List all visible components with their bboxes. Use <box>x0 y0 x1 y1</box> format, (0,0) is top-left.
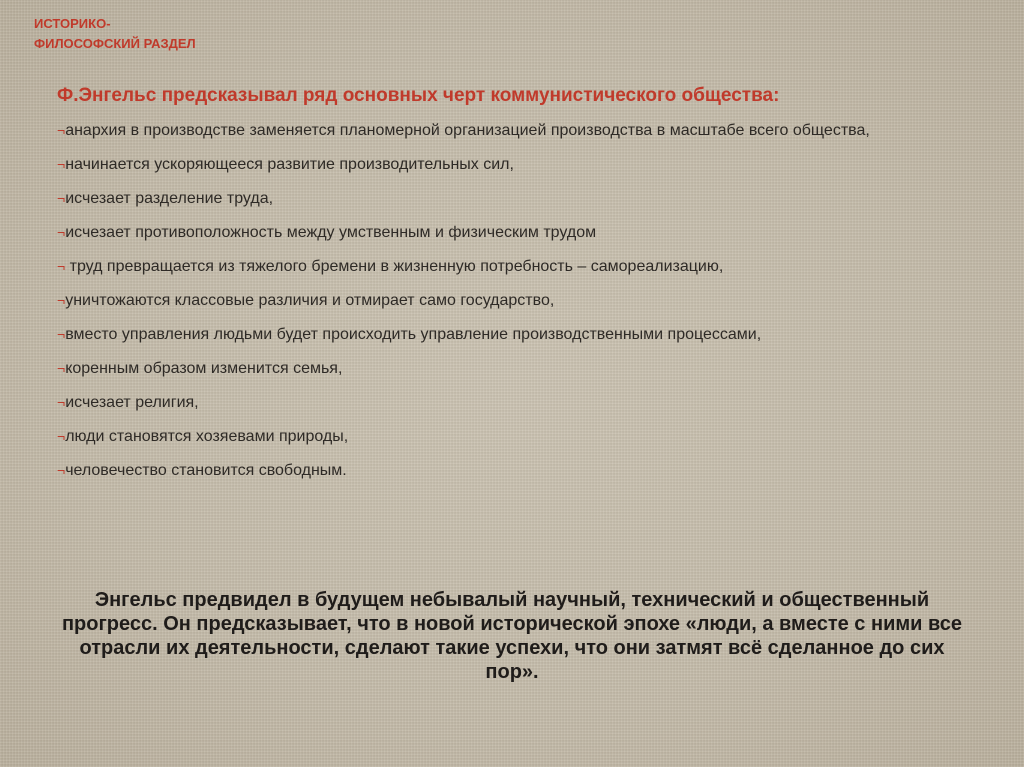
list-item-text: коренным образом изменится семья, <box>65 360 343 377</box>
bullet-icon: ¬ <box>57 258 66 274</box>
list-item <box>57 425 987 448</box>
bullet-icon: ¬ <box>57 292 66 308</box>
list-item <box>57 153 987 176</box>
bullet-icon: ¬ <box>57 156 66 172</box>
list-item <box>57 289 987 312</box>
intro-heading: Ф.Энгельс предсказывал ряд основных черт коммунистического общества: <box>57 85 780 106</box>
list-item-text: исчезает противоположность между умственным и физическим трудом <box>65 224 597 241</box>
summary-paragraph: Энгельс предвидел в будущем небывалый научный, технический и общественный прогресс. Он предсказывает, что в новой исторической эпохе «люди, а вместе с ними все отрасли их деятельности, сделают такие успехи, что они затмят всё сделанное до сих пор». <box>61 589 963 683</box>
bullet-icon: ¬ <box>57 462 66 478</box>
section-label <box>34 14 196 54</box>
list-item <box>57 459 987 482</box>
list-item <box>57 119 987 142</box>
list-item <box>57 255 987 278</box>
section-label-line2: ФИЛОСОФСКИЙ РАЗДЕЛ <box>34 36 196 51</box>
list-item-text: исчезает религия, <box>65 394 199 411</box>
feature-list <box>57 119 987 493</box>
bullet-icon: ¬ <box>57 428 66 444</box>
bullet-icon: ¬ <box>57 394 66 410</box>
list-item-text: труд превращается из тяжелого бремени в жизненную потребность – самореализацию, <box>65 258 724 275</box>
bullet-icon: ¬ <box>57 122 66 138</box>
list-item-text: исчезает разделение труда, <box>65 190 274 207</box>
section-label-line1: ИСТОРИКО- <box>34 16 111 31</box>
list-item-text: начинается ускоряющееся развитие производительных сил, <box>65 156 514 173</box>
list-item-text: человечество становится свободным. <box>65 462 347 479</box>
list-item-text: вместо управления людьми будет происходить управление производственными процессами, <box>65 326 762 343</box>
list-item <box>57 391 987 414</box>
bullet-icon: ¬ <box>57 190 66 206</box>
bullet-icon: ¬ <box>57 326 66 342</box>
bullet-icon: ¬ <box>57 224 66 240</box>
list-item-text: уничтожаются классовые различия и отмирает само государство, <box>65 292 555 309</box>
bullet-icon: ¬ <box>57 360 66 376</box>
list-item-text: люди становятся хозяевами природы, <box>65 428 349 445</box>
list-item-text: анархия в производстве заменяется планомерной организацией производства в масштабе всего общества, <box>65 122 870 139</box>
list-item <box>57 221 987 244</box>
list-item <box>57 323 987 346</box>
list-item <box>57 187 987 210</box>
list-item <box>57 357 987 380</box>
